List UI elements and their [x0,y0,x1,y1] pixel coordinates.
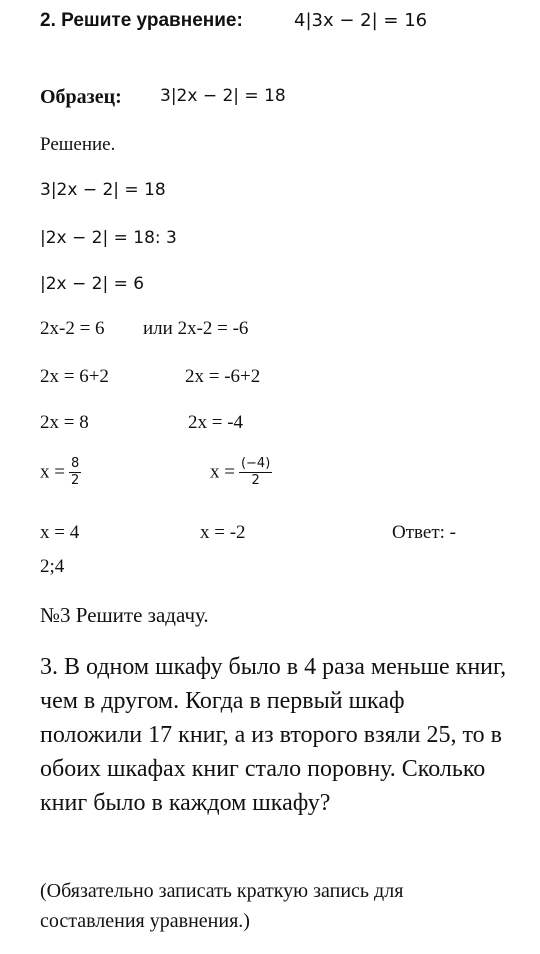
solution-line-5-left: 2x = 6+2 [40,366,109,387]
solution-line-2: |2x − 2| = 18: 3 [40,228,177,248]
task-2-title: 2. Решите уравнение: [40,10,243,31]
solution-line-3: |2x − 2| = 6 [40,274,145,294]
solution-line-1: 3|2x − 2| = 18 [40,180,166,200]
answer-label: Ответ: - [392,522,456,543]
solution-line-8-left: x = 4 [40,522,80,543]
solution-line-4-left: 2x-2 = 6 [40,318,105,339]
fraction-right-denominator: 2 [251,473,260,488]
fraction-right [210,456,272,489]
answer-value: 2;4 [40,556,65,577]
task-2-equation: 4|3x − 2| = 16 [294,10,428,31]
fraction-left-prefix: x = [40,461,65,483]
solution-line-5-right: 2x = -6+2 [185,366,261,387]
fraction-left-denominator: 2 [70,473,80,488]
fraction-right-prefix: x = [210,461,235,483]
sample-equation: 3|2x − 2| = 18 [160,86,286,106]
solution-line-8-right: x = -2 [200,522,246,543]
solution-line-4-right: или 2x-2 = -6 [143,318,249,339]
fraction-right-numerator: (−4) [240,456,271,471]
solution-line-6-left: 2x = 8 [40,412,89,433]
fraction-left-numerator: 8 [70,456,80,471]
task-3-problem: 3. В одном шкафу было в 4 раза меньше книг, чем в другом. Когда в первый шкаф положили 17 книг, а из второго взяли 25, то в обоих шкафах книг стало поровну. Сколько книг было в каждом шкафу? [40,654,507,816]
sample-label: Образец: [40,86,122,108]
solution-heading: Решение. [40,134,116,155]
fraction-right-value [239,456,272,489]
solution-line-6-right: 2x = -4 [188,412,244,433]
task-3-note: (Обязательно записать краткую запись для составления уравнения.) [40,880,404,932]
fraction-left [40,456,81,489]
fraction-left-value [69,456,81,489]
task-3-header: №3 Решите задачу. [40,603,209,627]
